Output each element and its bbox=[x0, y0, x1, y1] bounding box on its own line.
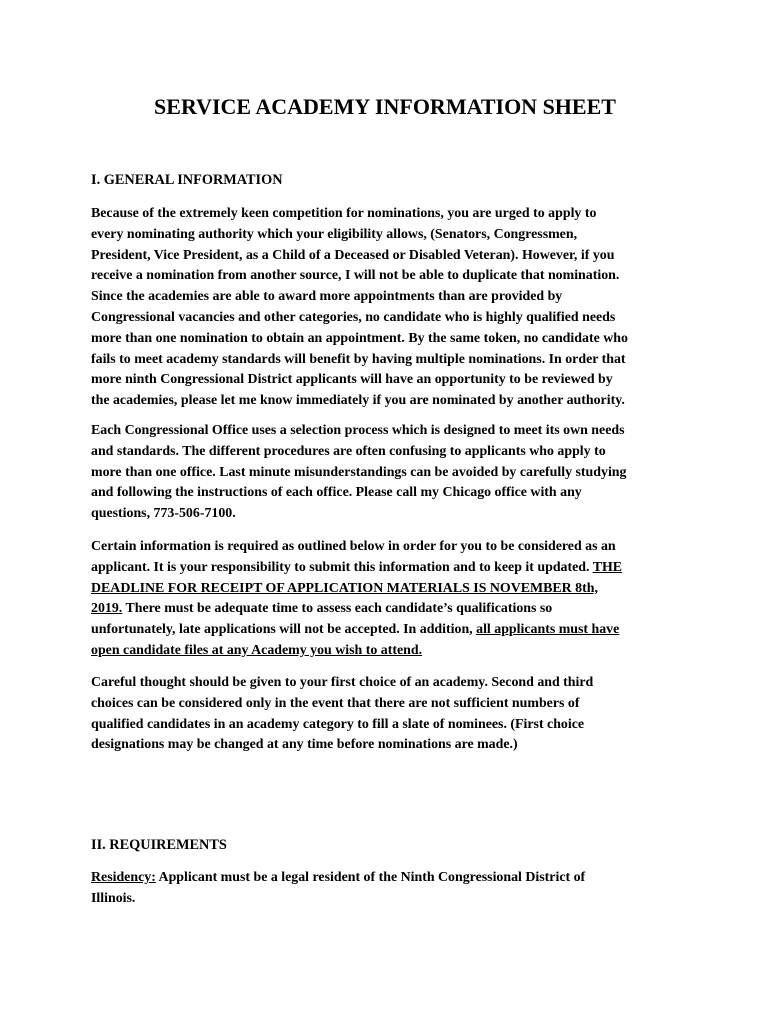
text-line bbox=[91, 558, 691, 579]
residency-label: Residency: bbox=[91, 870, 156, 885]
text-line bbox=[91, 641, 691, 662]
text-line: designations may be changed at any time before nominations are made.) bbox=[91, 737, 518, 753]
text-line bbox=[91, 599, 691, 620]
text-segment: There must be adequate time to assess each candidate’s qualifications so bbox=[122, 601, 553, 617]
text-line: the academies, please let me know immediately if you are nominated by another authority. bbox=[91, 393, 625, 409]
text-line: choices can be considered only in the event that there are not sufficient numbers of bbox=[91, 695, 580, 711]
text-line: receive a nomination from another source, I will not be able to duplicate that nomination. bbox=[91, 268, 620, 284]
text-line bbox=[91, 579, 691, 600]
paragraph-deadline bbox=[91, 537, 691, 662]
page-title: SERVICE ACADEMY INFORMATION SHEET bbox=[154, 94, 616, 119]
deadline-underlined-text: THE bbox=[592, 559, 623, 575]
text-line bbox=[91, 620, 691, 641]
paragraph-residency bbox=[91, 868, 691, 910]
section-heading-general-information: I. GENERAL INFORMATION bbox=[91, 172, 283, 188]
text-line bbox=[91, 868, 691, 889]
text-line: Careful thought should be given to your first choice of an academy. Second and third bbox=[91, 675, 594, 690]
text-line: President, Vice President, as a Child of a Deceased or Disabled Veteran). However, if you bbox=[91, 247, 615, 263]
text-line: Illinois. bbox=[91, 890, 136, 906]
text-line: Congressional vacancies and other categories, no candidate who is highly qualified needs bbox=[91, 309, 616, 325]
text-segment: unfortunately, late applications will not be accepted. In addition, bbox=[91, 622, 477, 638]
paragraph-academy-choice bbox=[91, 673, 691, 756]
text-line: Certain information is required as outlined below in order for you to be considered as an bbox=[91, 539, 616, 554]
candidate-files-underlined-text: all applicants must have bbox=[476, 622, 620, 638]
section-heading-requirements: II. REQUIREMENTS bbox=[91, 837, 227, 853]
text-line: fails to meet academy standards will benefit by having multiple nominations. In order that bbox=[91, 351, 626, 367]
text-segment: Applicant must be a legal resident of the Ninth Congressional District of bbox=[155, 870, 586, 885]
paragraph-selection-process bbox=[91, 421, 691, 525]
text-segment: applicant. It is your responsibility to submit this information and to keep it updated. bbox=[91, 559, 593, 575]
text-line: more ninth Congressional District applicants will have an opportunity to be reviewed by bbox=[91, 372, 613, 388]
text-line: Each Congressional Office uses a selection process which is designed to meet its own needs bbox=[91, 423, 625, 438]
text-line: Since the academies are able to award more appointments than are provided by bbox=[91, 289, 563, 305]
text-line: more than one nomination to obtain an appointment. By the same token, no candidate who bbox=[91, 330, 628, 346]
text-line: Because of the extremely keen competition for nominations, you are urged to apply to bbox=[91, 206, 597, 221]
text-line: and standards. The different procedures are often confusing to applicants who apply to bbox=[91, 443, 606, 459]
candidate-files-underlined-text: open candidate files at any Academy you wish to attend. bbox=[91, 642, 423, 658]
paragraph-competition bbox=[91, 204, 691, 412]
deadline-underlined-text: DEADLINE FOR RECEIPT OF APPLICATION MATERIALS IS NOVEMBER 8th, bbox=[91, 580, 598, 596]
text-line: more than one office. Last minute misunderstandings can be avoided by carefully studying bbox=[91, 464, 627, 480]
text-line: qualified candidates in an academy category to fill a slate of nominees. (First choice bbox=[91, 716, 585, 732]
text-line: and following the instructions of each office. Please call my Chicago office with any bbox=[91, 485, 582, 501]
text-line: questions, 773-506-7100. bbox=[91, 506, 236, 522]
text-line: every nominating authority which your eligibility allows, (Senators, Congressmen, bbox=[91, 226, 578, 242]
deadline-underlined-text: 2019. bbox=[91, 601, 123, 617]
